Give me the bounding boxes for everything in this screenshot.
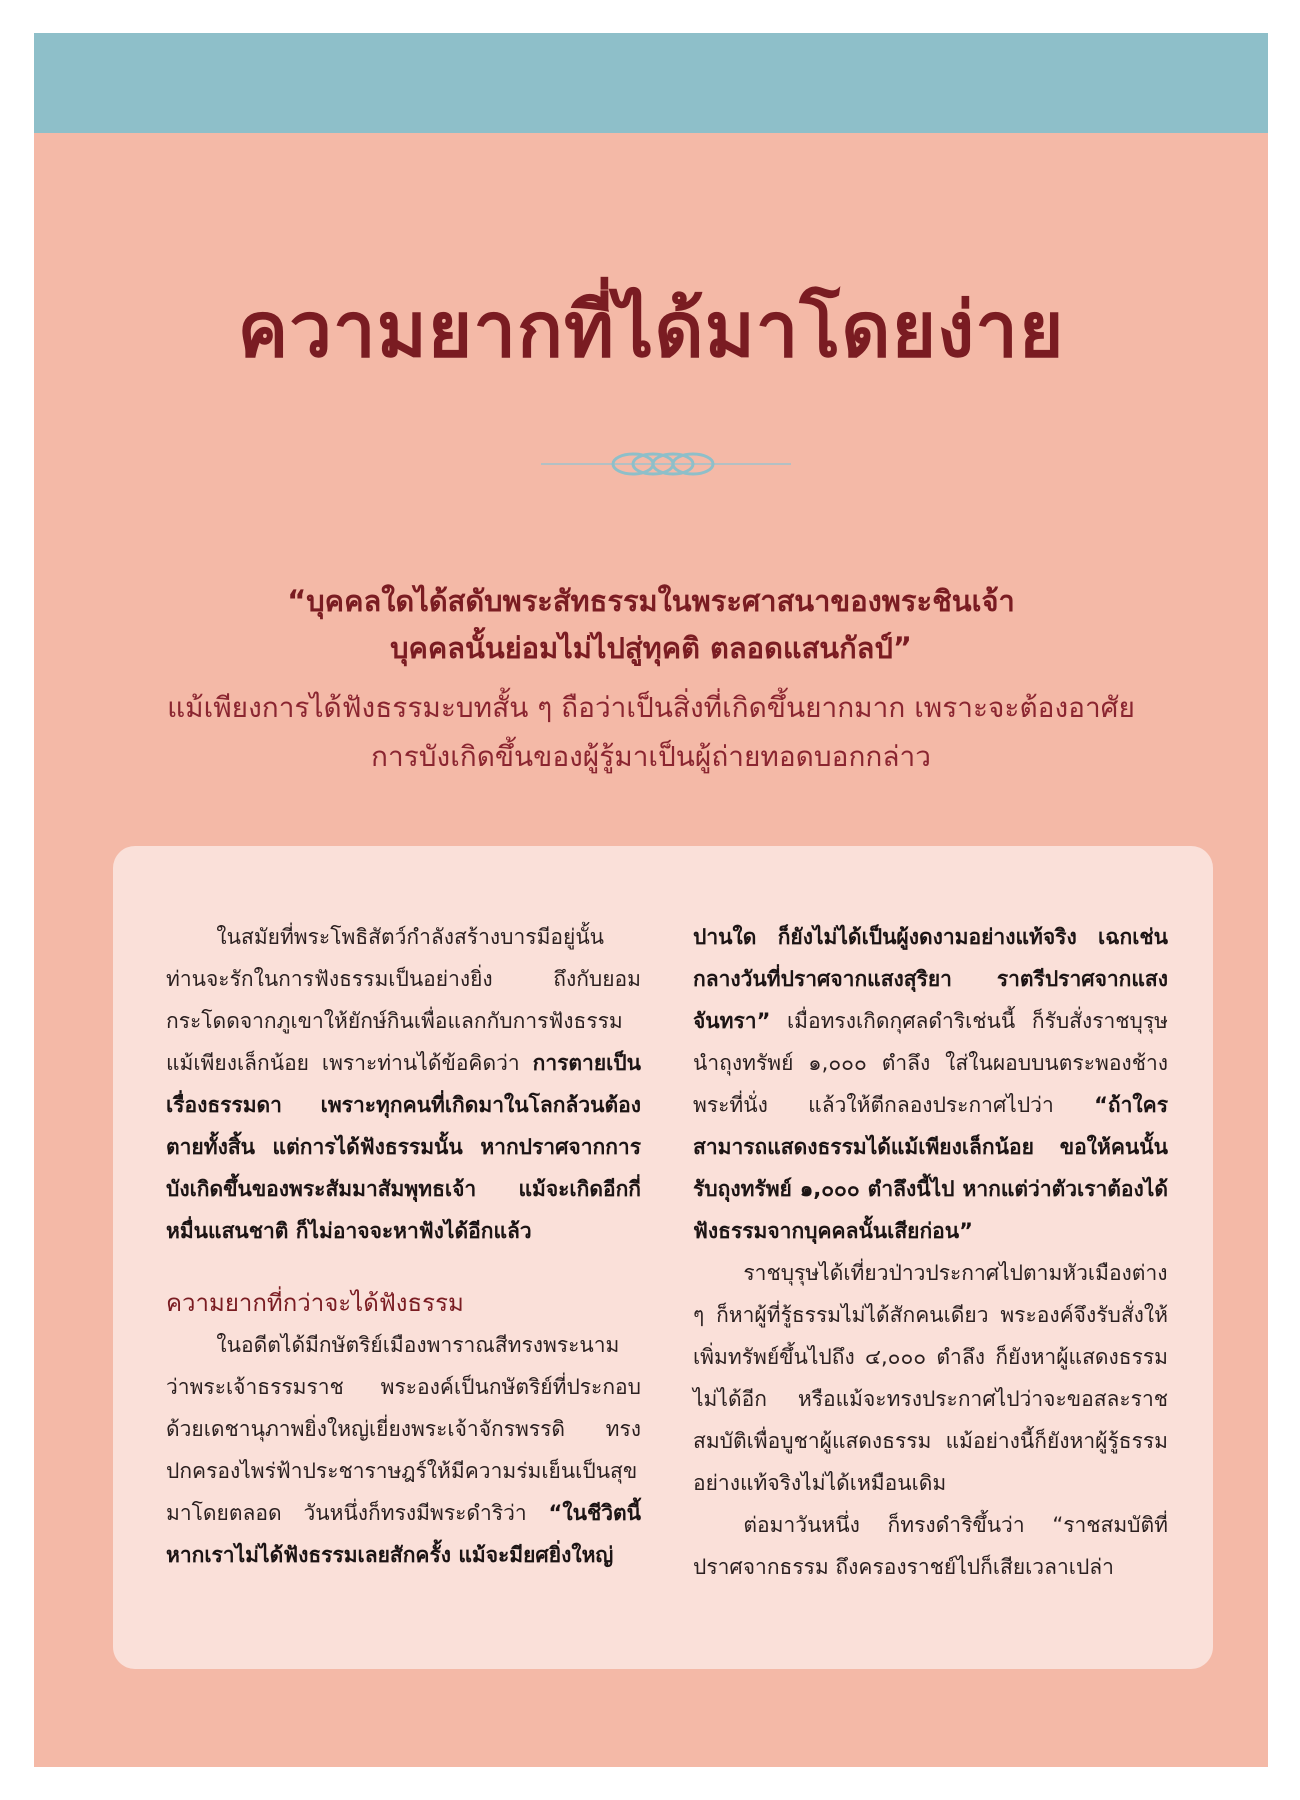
right-paragraph-3: ต่อมาวันหนึ่ง ก็ทรงดำริขึ้นว่า “ราชสมบัติที่ปราศจากธรรม ถึงครองราชย์ไปก็เสียเวลาเปล่า [693,1513,1168,1579]
right-p1-bold-text: ปานใด ก็ยังไม่ได้เป็นผู้งดงามอย่างแท้จริง เฉกเช่นกลางวันที่ปราศจากแสงสุริยา ราตรีปราศจากแสงจันทรา” [693,925,1168,1033]
right-paragraph-1 [693,916,1168,1252]
left-p1-text: ในสมัยที่พระโพธิสัตว์กำลังสร้างบารมีอยู่นั้น ท่านจะรักในการฟังธรรมเป็นอย่างยิ่ง ถึงกับยอมกระโดดจากภูเขาให้ยักษ์กินเพื่อแลกกับการฟังธรรมแม้เพียงเล็กน้อย เพราะท่านได้ข้อคิดว่า [166,925,641,1075]
page-title: ความยากที่ได้มาโดยง่าย [237,285,1065,374]
left-p1-bold-text: การตายเป็นเรื่องธรรมดา เพราะทุกคนที่เกิดมาในโลกล้วนต้องตายทั้งสิ้น แต่การได้ฟังธรรมนั้น หากปราศจากการบังเกิดขึ้นของพระสัมมาสัมพุทธเจ้า แม้จะเกิดอีกกี่หมื่นแสนชาติ ก็ไม่อาจจะหาฟังได้อีกแล้ว [166,1051,641,1243]
right-column [693,916,1168,1588]
left-paragraph-1 [166,916,641,1252]
right-p1-text: เมื่อทรงเกิดกุศลดำริเช่นนี้ ก็รับสั่งราชบุรุษนำถุงทรัพย์ ๑,๐๐๐ ตำลึง ใส่ในผอบบนตระพองช้างพระที่นั่ง แล้วให้ตีกลองประกาศไปว่า [693,1009,1168,1117]
intro-line-1: แม้เพียงการได้ฟังธรรมะบทสั้น ๆ ถือว่าเป็นสิ่งที่เกิดขึ้นยากมาก เพราะจะต้องอาศัย [167,691,1135,724]
ornament-divider-icon [541,442,791,486]
right-paragraph-2: ราชบุรุษได้เที่ยวป่าวประกาศไปตามหัวเมืองต่าง ๆ ก็หาผู้ที่รู้ธรรมไม่ได้สักคนเดียว พระองค์จึงรับสั่งให้เพิ่มทรัพย์ขึ้นไปถึง ๔,๐๐๐ ตำลึง ก็ยังหาผู้แสดงธรรมไม่ได้อีก หรือแม้จะทรงประกาศไปว่าจะขอสละราชสมบัติเพื่อบูชาผู้แสดงธรรม แม้อย่างนี้ก็ยังหาผู้รู้ธรรมอย่างแท้จริงไม่ได้เหมือนเดิม [693,1261,1168,1495]
content-card [113,846,1213,1669]
intro-line-2: การบังเกิดขึ้นของผู้รู้มาเป็นผู้ถ่ายทอดบอกกล่าว [371,740,931,773]
left-paragraph-2 [166,1324,641,1576]
left-p2-bold-text: “ในชีวิตนี้หากเราไม่ได้ฟังธรรมเลยสักครั้ง แม้จะมียศยิ่งใหญ่ [166,1501,641,1567]
quote-block [94,578,1208,672]
left-p2-text: ในอดีตได้มีกษัตริย์เมืองพาราณสีทรงพระนามว่าพระเจ้าธรรมราช พระองค์เป็นกษัตริย์ที่ประกอบด้วยเดชานุภาพยิ่งใหญ่เยี่ยงพระเจ้าจักรพรรดิ ทรงปกครองไพร่ฟ้าประชาราษฎร์ให้มีความร่มเย็นเป็นสุขมาโดยตลอด วันหนึ่งก็ทรงมีพระดำริว่า [166,1333,641,1525]
intro-text [94,683,1208,781]
left-column [166,916,641,1576]
top-color-band [34,33,1268,133]
right-p1-bold-text-2: “ถ้าใครสามารถแสดงธรรมได้แม้เพียงเล็กน้อย ขอให้คนนั้นรับถุงทรัพย์ ๑,๐๐๐ ตำลึงนี้ไป หากแต่ว่าตัวเราต้องได้ฟังธรรมจากบุคคลนั้นเสียก่อน” [693,1093,1168,1243]
page [34,33,1268,1767]
quote-line-2: บุคคลนั้นย่อมไม่ไปสู่ทุคติ ตลอดแสนกัลป์” [390,631,912,665]
quote-line-1: “บุคคลใดได้สดับพระสัทธรรมในพระศาสนาของพระชินเจ้า [287,584,1015,618]
section-subheading: ความยากที่กว่าจะได้ฟังธรรม [166,1289,464,1317]
